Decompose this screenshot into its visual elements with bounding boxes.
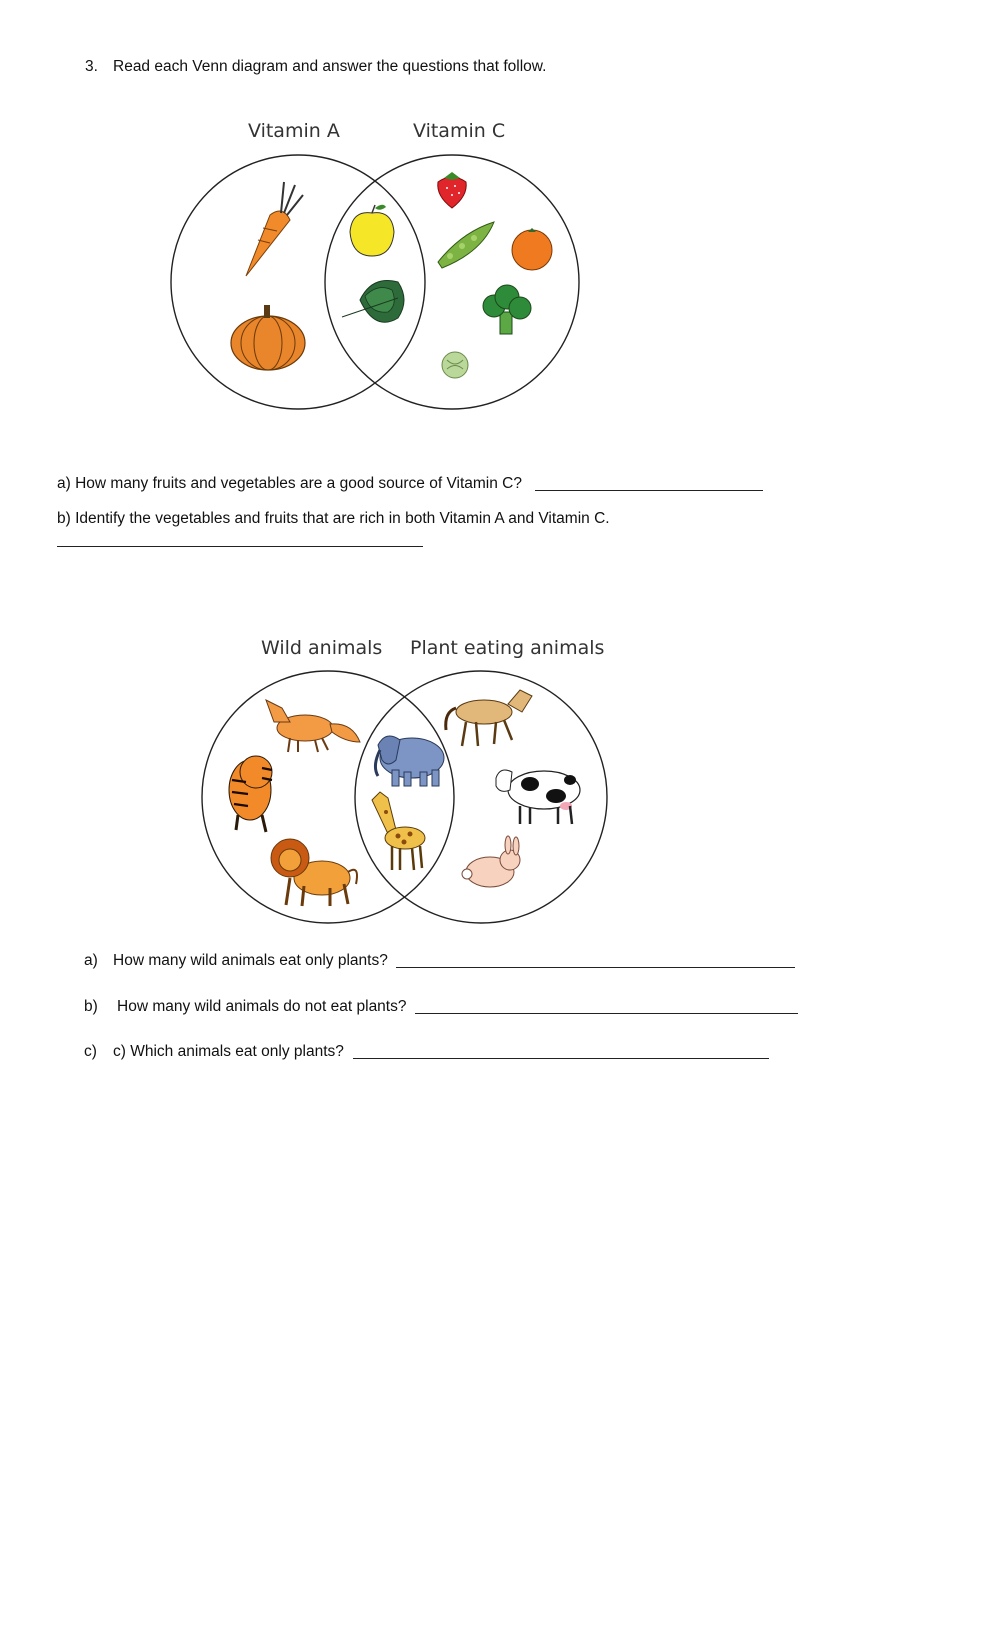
venn2-question-c: c) Which animals eat only plants? [113, 1043, 344, 1060]
venn2-question-a-marker: a) [84, 952, 98, 969]
venn2-question-a: How many wild animals eat only plants? [113, 952, 388, 969]
orange-icon [512, 228, 552, 270]
venn1-left-label: Vitamin A [248, 120, 340, 142]
venn1-question-a: a) How many fruits and vegetables are a good source of Vitamin C? [57, 475, 522, 492]
broccoli-icon [483, 285, 531, 334]
answer-line-2b[interactable] [415, 1013, 798, 1014]
peas-icon [438, 222, 494, 268]
venn2-left-label: Wild animals [261, 637, 383, 659]
carrot-icon [246, 182, 303, 276]
apple-icon [350, 205, 394, 256]
venn1-question-b: b) Identify the vegetables and fruits that are rich in both Vitamin A and Vitamin C. [57, 510, 610, 527]
venn1-right-label: Vitamin C [413, 120, 506, 142]
sprout-icon [442, 352, 468, 378]
venn2-question-b-marker: b) [84, 998, 98, 1015]
pumpkin-icon [231, 305, 305, 370]
answer-line-1b[interactable] [57, 546, 423, 547]
spinach-icon [342, 280, 404, 322]
question-instruction: Read each Venn diagram and answer the questions that follow. [113, 58, 547, 75]
venn2-question-b: How many wild animals do not eat plants? [117, 998, 407, 1015]
strawberry-icon [438, 172, 466, 208]
answer-line-2a[interactable] [396, 967, 795, 968]
venn2-question-c-marker: c) [84, 1043, 97, 1060]
answer-line-1a[interactable] [535, 490, 763, 491]
venn2-right-label: Plant eating animals [410, 637, 605, 659]
question-number: 3. [85, 58, 98, 75]
answer-line-2c[interactable] [353, 1058, 769, 1059]
